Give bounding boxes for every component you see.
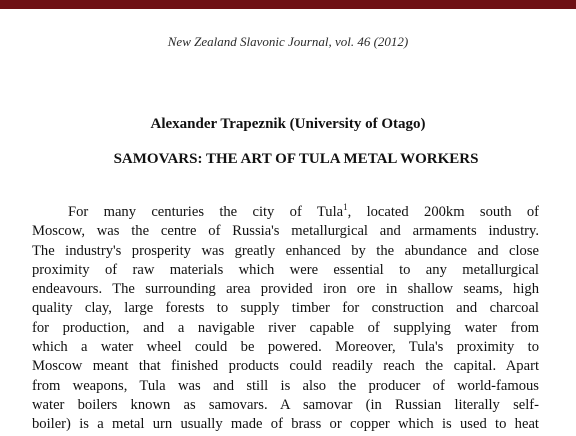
article-title: SAMOVARS: THE ART OF TULA METAL WORKERS — [113, 151, 479, 167]
paragraph-line: for production, and a navigable river capable of supplying water from — [32, 319, 539, 336]
running-header: New Zealand Slavonic Journal, vol. 46 (2012) — [167, 34, 409, 49]
paragraph-line: proximity of raw materials which were essential to any metallurgical — [32, 261, 539, 278]
paragraph-line: The industry's prosperity was greatly enhanced by the abundance and close — [32, 242, 539, 259]
author-line: Alexander Trapeznik (University of Otago) — [150, 116, 426, 132]
paragraph-line: from weapons, Tula was and still is also the producer of world-famous — [32, 377, 539, 394]
paragraph-line: Moscow, was the centre of Russia's metallurgical and armaments industry. — [32, 223, 539, 240]
paragraph-line: water boilers known as samovars. A samovar (in Russian literally self- — [32, 396, 539, 413]
paragraph-line — [32, 203, 539, 222]
paragraph-line: quality clay, large forests to supply timber for construction and charcoal — [32, 300, 539, 317]
footnote-marker[interactable]: 1 — [343, 202, 348, 213]
paragraph-line: which a water wheel could be powered. Moreover, Tula's proximity to — [32, 339, 539, 356]
line-text: For many centuries the city of Tula — [68, 204, 344, 220]
top-color-bar — [0, 0, 576, 9]
body-paragraph — [32, 203, 539, 435]
paragraph-line: Moscow meant that finished products could readily reach the capital. Apart — [32, 358, 539, 375]
line-text-tail: , located 200km south of — [347, 204, 539, 220]
journal-page — [0, 9, 576, 436]
paragraph-line: boiler) is a metal urn usually made of brass or copper which is used to heat — [32, 416, 539, 433]
paragraph-line: endeavours. The surrounding area provided iron ore in shallow seams, high — [32, 281, 539, 298]
